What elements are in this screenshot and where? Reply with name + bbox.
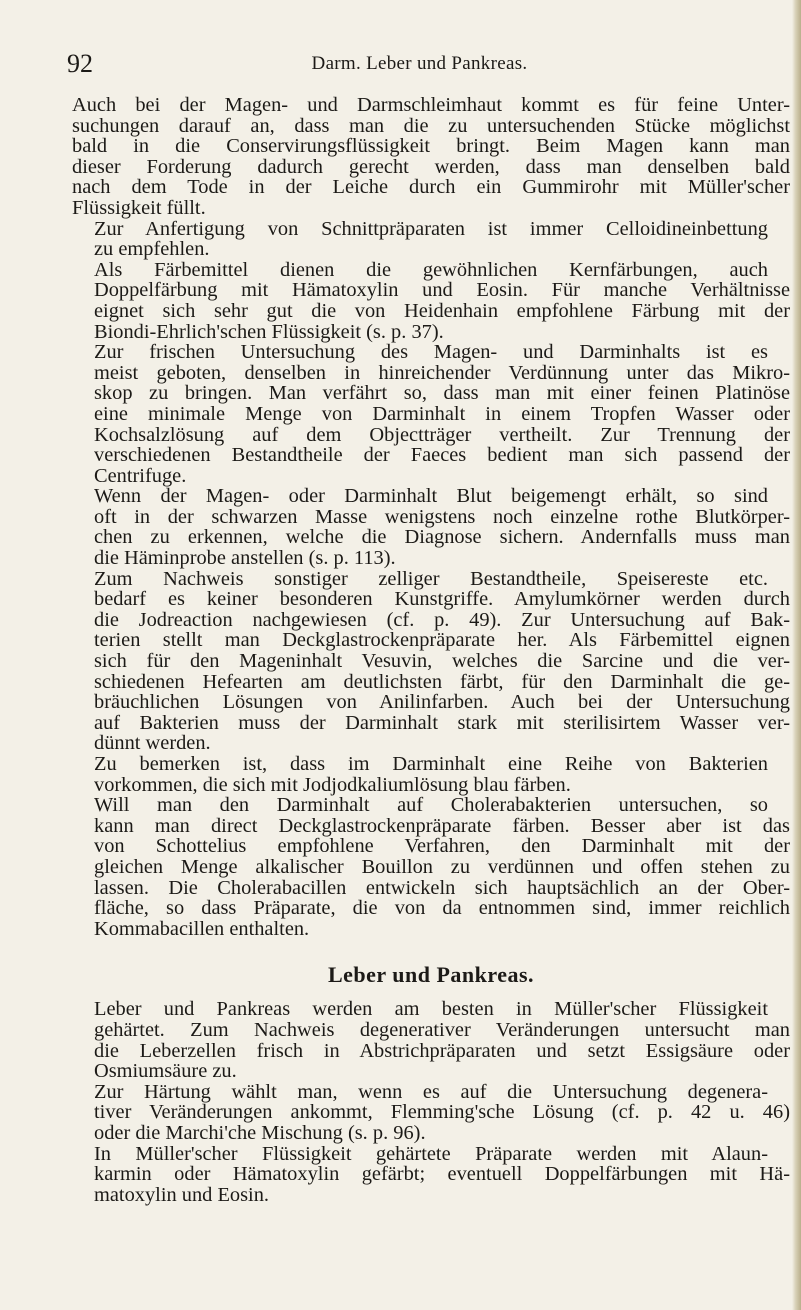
text-line: gleichen Menge alkalischer Bouillon zu verdünnen und offen stehen zu <box>94 855 790 878</box>
text-line: kann man direct Deckglastrockenpräparate färben. Besser aber ist das <box>94 814 790 837</box>
text-line: schiedenen Hefearten am deutlichsten färbt, für den Darminhalt die ge- <box>94 670 790 693</box>
text-line: Osmiumsäure zu. <box>94 1060 237 1083</box>
text-line: bald in die Conservirungsflüssigkeit bringt. Beim Magen kann man <box>72 135 790 158</box>
text-line: Zum Nachweis sonstiger zelliger Bestandtheile, Speisereste etc. <box>94 567 768 590</box>
text-line: Biondi-Ehrlich'schen Flüssigkeit (s. p. 37). <box>94 320 444 343</box>
text-line: zu empfehlen. <box>94 238 210 261</box>
paragraphs-in-section <box>72 999 790 1205</box>
page-header <box>67 30 772 78</box>
paragraph <box>72 569 790 754</box>
paragraph <box>72 1082 790 1144</box>
text-line: auf Bakterien muss der Darminhalt stark mit sterilisirtem Wasser ver- <box>94 711 790 734</box>
text-line: Zur Anfertigung von Schnittpräparaten ist immer Celloidineinbettung <box>94 217 768 240</box>
text-line: nach dem Tode in der Leiche durch ein Gummirohr mit Müller'scher <box>72 176 790 199</box>
text-line: Will man den Darminhalt auf Cholerabakterien untersuchen, so <box>94 794 768 817</box>
text-line: vorkommen, die sich mit Jodjodkaliumlösung blau färben. <box>94 773 571 796</box>
text-line: Kommabacillen enthalten. <box>94 917 310 940</box>
text-line: die Häminprobe anstellen (s. p. 113). <box>94 547 396 570</box>
paragraph <box>72 342 790 486</box>
text-line: gehärtet. Zum Nachweis degenerativer Veränderungen untersucht man <box>94 1018 790 1041</box>
text-line: Wenn der Magen- oder Darminhalt Blut beigemengt erhält, so sind <box>94 485 768 508</box>
text-line: dieser Forderung dadurch gerecht werden, dass man denselben bald <box>72 155 790 178</box>
text-line: tiver Veränderungen ankommt, Flemming'sche Lösung (cf. p. 42 u. 46) <box>94 1101 790 1124</box>
text-line: chen zu erkennen, welche die Diagnose sichern. Andernfalls muss man <box>94 526 790 549</box>
running-title: Darm. Leber und Pankreas. <box>311 53 528 74</box>
text-line: Leber und Pankreas werden am besten in Müller'scher Flüssigkeit <box>94 998 768 1021</box>
text-line: Zur frischen Untersuchung des Magen- und Darminhalts ist es <box>94 341 768 364</box>
text-line: die Leberzellen frisch in Abstrichpräparaten und setzt Essigsäure oder <box>94 1039 790 1062</box>
text-line: matoxylin und Eosin. <box>94 1183 270 1206</box>
paragraph <box>72 260 790 342</box>
text-line: fläche, so dass Präparate, die von da entnommen sind, immer reichlich <box>94 897 790 920</box>
text-line: Doppelfärbung mit Hämatoxylin und Eosin. Für manche Verhältnisse <box>94 279 790 302</box>
paragraph <box>72 754 790 795</box>
paragraphs-before-section <box>72 95 790 939</box>
text-line: Auch bei der Magen- und Darmschleimhaut kommt es für feine Unter- <box>72 94 790 116</box>
text-line: suchungen darauf an, dass man die zu untersuchenden Stücke möglichst <box>72 114 790 137</box>
text-line: sich für den Mageninhalt Vesuvin, welches die Sarcine und die ver- <box>94 650 790 673</box>
text-line: lassen. Die Cholerabacillen entwickeln sich hauptsächlich an der Ober- <box>94 876 790 899</box>
text-line: In Müller'scher Flüssigkeit gehärtete Präparate werden mit Alaun- <box>94 1142 768 1165</box>
text-line: skop zu bringen. Man verfährt so, dass man mit einer feinen Platinöse <box>94 382 790 405</box>
page-edge-shadow <box>792 0 801 1310</box>
text-line: von Schottelius empfohlene Verfahren, den Darminhalt mit der <box>94 835 790 858</box>
page-number: 92 <box>67 49 93 78</box>
paragraph <box>72 999 790 1081</box>
text-line: bräuchlichen Lösungen von Anilinfarben. Auch bei der Untersuchung <box>94 691 790 714</box>
text-line: die Jodreaction nachgewiesen (cf. p. 49). Zur Untersuchung auf Bak- <box>94 608 790 631</box>
paragraph <box>72 95 790 219</box>
body-text <box>72 95 790 1205</box>
text-line: karmin oder Hämatoxylin gefärbt; eventuell Doppelfärbungen mit Hä- <box>94 1163 790 1186</box>
text-line: terien stellt man Deckglastrockenpräparate her. Als Färbemittel eignen <box>94 629 790 652</box>
text-line: oft in der schwarzen Masse wenigstens noch einzelne rothe Blutkörper- <box>94 505 790 528</box>
text-line: meist geboten, denselben in hinreichender Verdünnung unter das Mikro- <box>94 361 790 384</box>
text-line: oder die Marchi'che Mischung (s. p. 96). <box>94 1121 426 1144</box>
text-line: Centrifuge. <box>94 464 187 487</box>
paragraph <box>72 486 790 568</box>
text-line: Als Färbemittel dienen die gewöhnlichen Kernfärbungen, auch <box>94 258 768 281</box>
paragraph <box>72 219 790 260</box>
text-line: eignet sich sehr gut die von Heidenhain empfohlene Färbung mit der <box>94 299 790 322</box>
text-line: eine minimale Menge von Darminhalt in einem Tropfen Wasser oder <box>94 402 790 425</box>
text-line: bedarf es keiner besonderen Kunstgriffe. Amylumkörner werden durch <box>94 588 790 611</box>
text-line: Zu bemerken ist, dass im Darminhalt eine Reihe von Bakterien <box>94 753 768 775</box>
text-line: verschiedenen Bestandtheile der Faeces bedient man sich passend der <box>94 444 790 467</box>
text-line: Kochsalzlösung auf dem Objectträger vertheilt. Zur Trennung der <box>94 423 790 446</box>
text-line: Flüssigkeit füllt. <box>72 196 206 219</box>
text-line: Zur Härtung wählt man, wenn es auf die Untersuchung degenera- <box>94 1080 768 1103</box>
section-title: Leber und Pankreas. <box>327 962 535 988</box>
text-line: dünnt werden. <box>94 732 211 755</box>
paragraph <box>72 795 790 939</box>
paragraph <box>72 1144 790 1206</box>
